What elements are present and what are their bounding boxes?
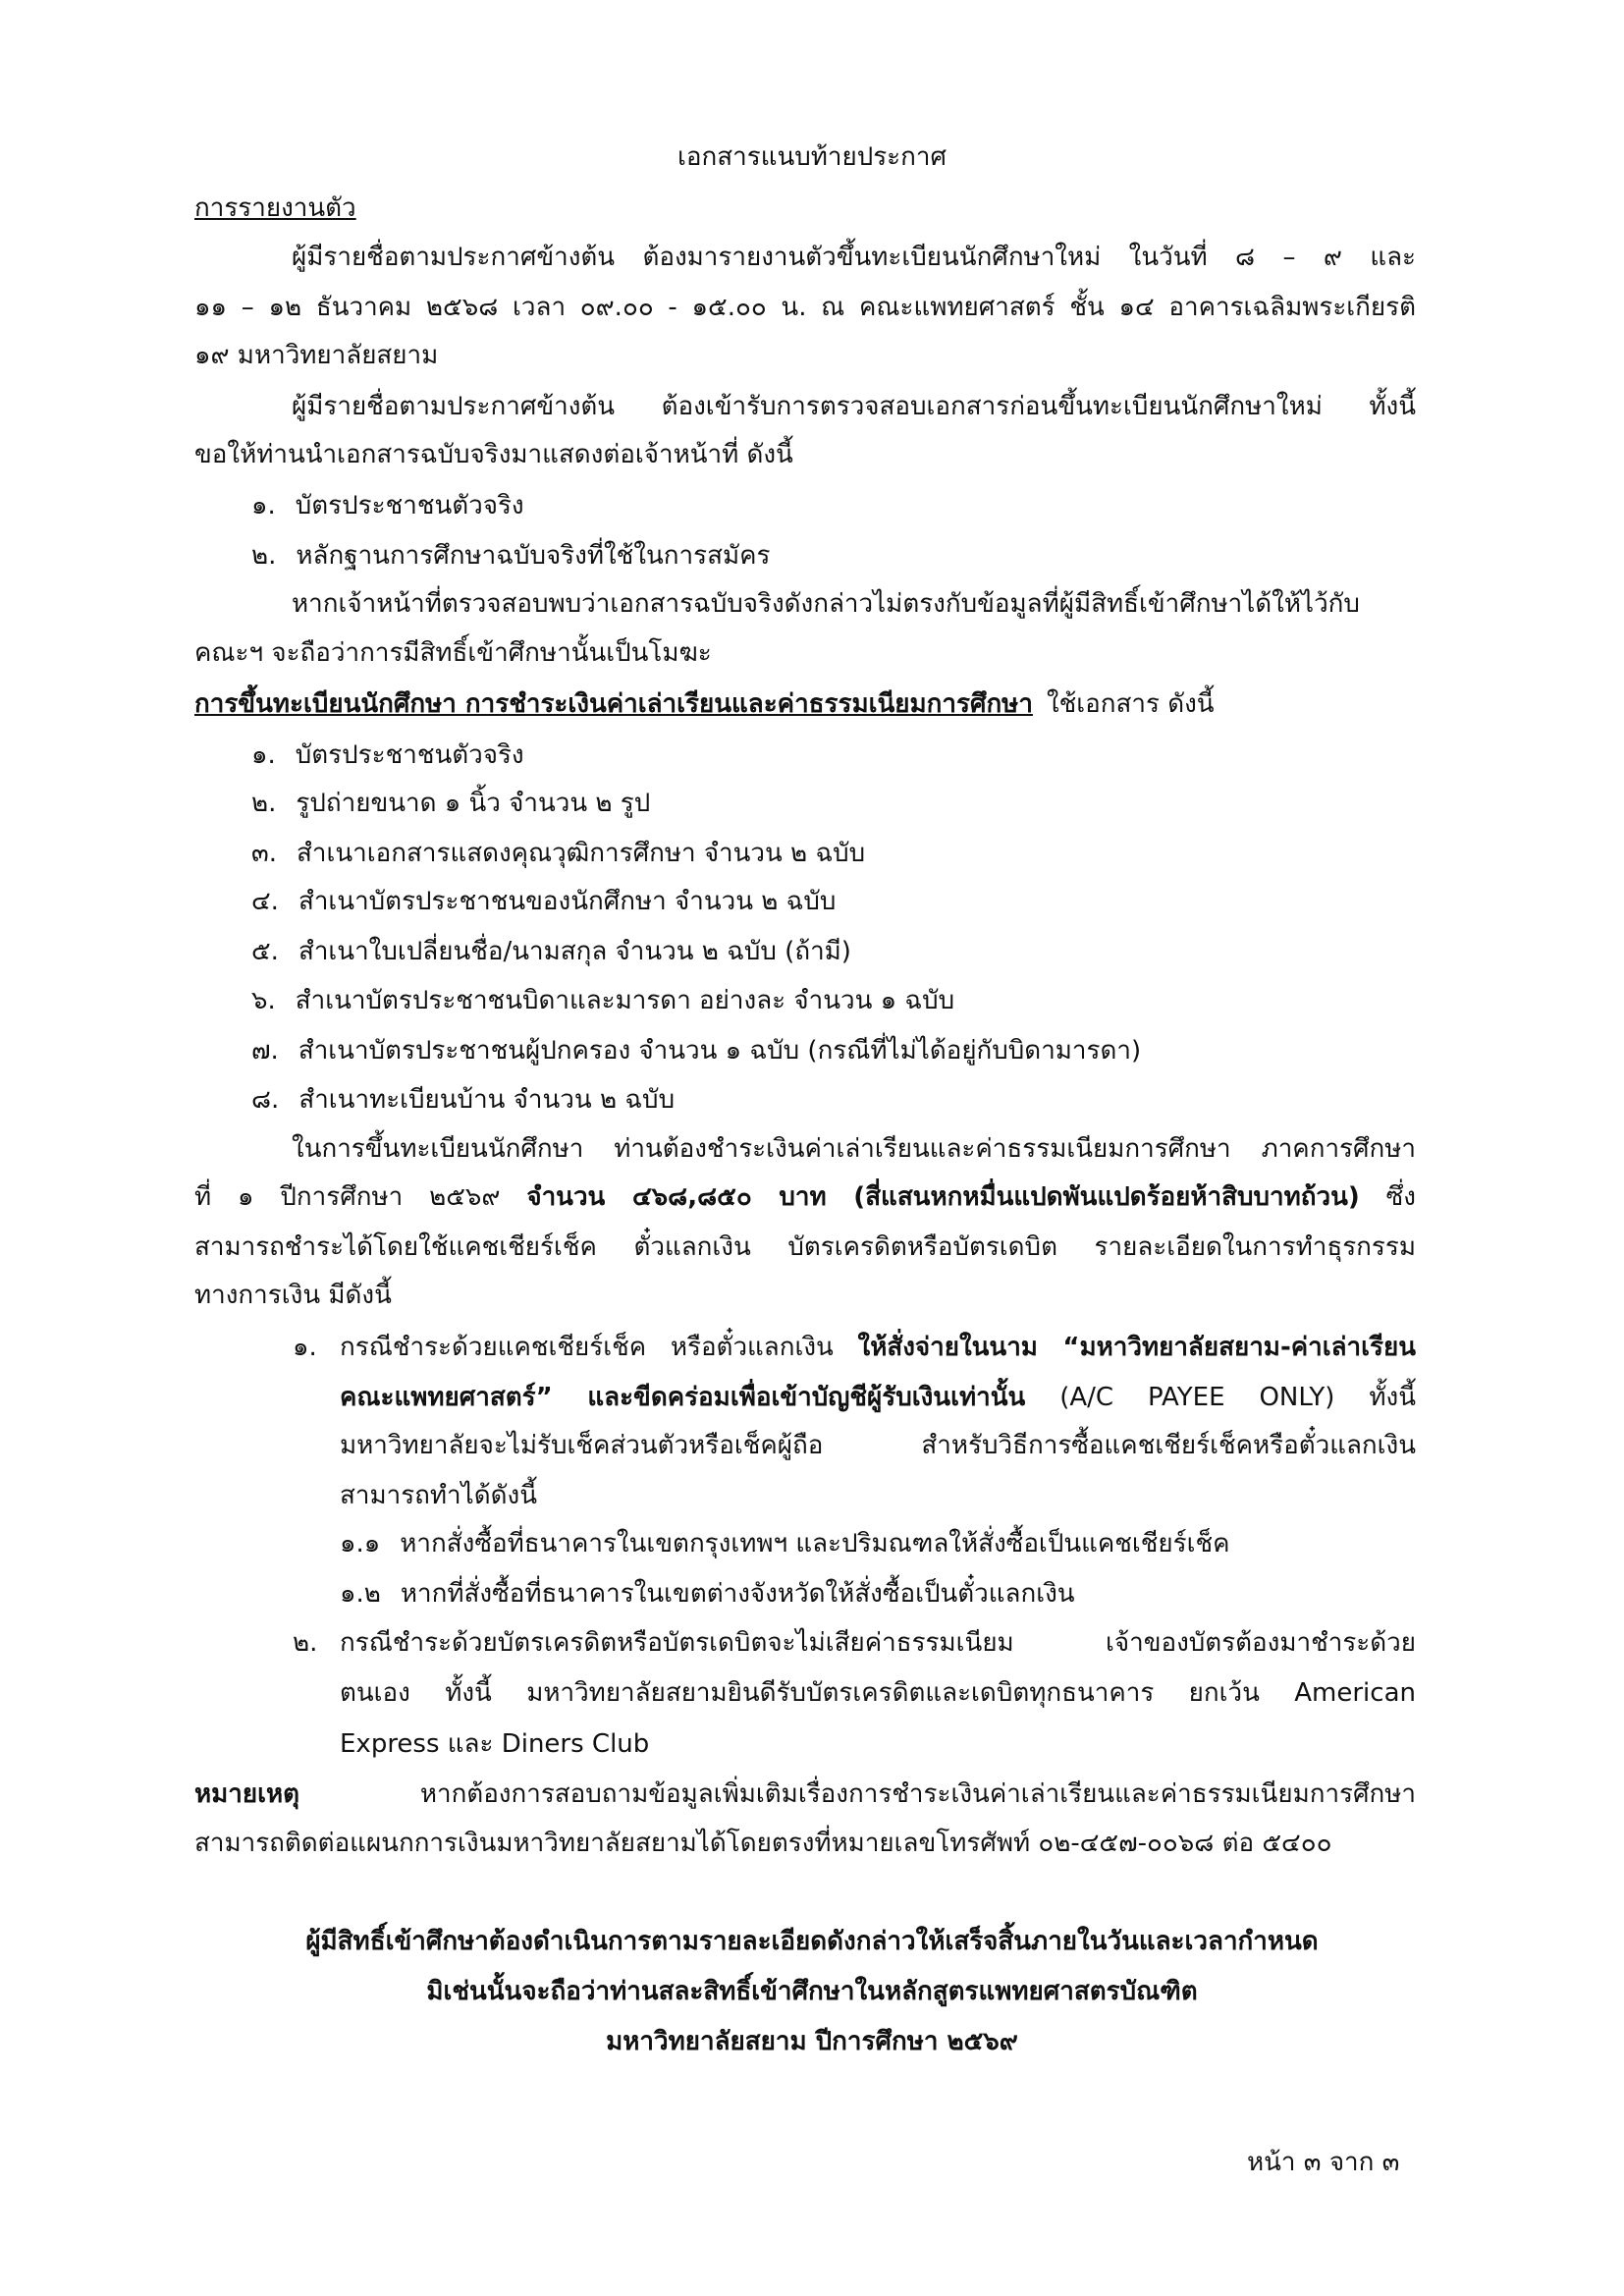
list-item-text: สำเนาบัตรประชาชนบิดาและมารดา อย่างละ จำนวน ๑ ฉบับ: [295, 986, 955, 1015]
paragraph-line: [194, 1177, 1416, 1217]
list-item: [251, 784, 650, 823]
list-item: [251, 882, 836, 921]
list-item: [251, 536, 770, 575]
list-item-text: ๘.: [251, 1085, 280, 1115]
paragraph-line: [194, 1228, 1416, 1267]
paragraph-line-text: ๑๙ มหาวิทยาลัยสยาม: [194, 341, 439, 370]
list-item-text: สำเนาบัตรประชาชนผู้ปกครอง จำนวน ๑ ฉบับ (กรณีที่ไม่ได้อยู่กับบิดามารดา): [298, 1036, 1142, 1066]
section-heading-text: การขึ้นทะเบียนนักศึกษา การชำระเงินค่าเล่าเรียนและค่าธรรมเนียมการศึกษา: [194, 689, 1033, 719]
closing-line: [0, 1972, 1624, 2011]
payment-method-line-text: มหาวิทยาลัยจะไม่รับเช็คส่วนตัวหรือเช็คผู้ถือ สำหรับวิธีการซื้อแคชเชียร์เช็คหรือตั๋วแลกเงิน: [340, 1431, 1416, 1460]
list-item: [251, 1031, 1141, 1070]
paragraph-line-text: ทางการเงิน มีดังนี้: [194, 1281, 392, 1310]
list-item: [251, 932, 851, 971]
section-heading: [194, 189, 356, 228]
payment-method-line: [340, 1476, 537, 1515]
list-item: [251, 736, 524, 775]
list-item-text: ๖.: [251, 986, 276, 1015]
paragraph-line: [194, 435, 793, 474]
page-number: [1247, 2143, 1399, 2182]
payment-method-line-text: กรณีชำระด้วยแคชเชียร์เช็ค หรือตั๋วแลกเงิน: [340, 1333, 858, 1362]
paragraph-line-text: ซึ่ง: [1359, 1182, 1416, 1212]
section-heading: [194, 684, 1215, 724]
paragraph-line-text: ขอให้ท่านนำเอกสารฉบับจริงมาแสดงต่อเจ้าหน้าที่ ดังนี้: [194, 440, 793, 469]
paragraph-line: [194, 288, 1416, 327]
paragraph-line: [194, 633, 712, 673]
list-item-text: สำเนาทะเบียนบ้าน จำนวน ๒ ฉบับ: [298, 1085, 676, 1115]
paragraph-line: [292, 1129, 1416, 1169]
payment-method-line-text: กรณีชำระด้วยบัตรเครดิตหรือบัตรเดบิตจะไม่เสียค่าธรรมเนียม เจ้าของบัตรต้องมาชำระด้วย: [340, 1628, 1416, 1658]
list-item-text: สำเนาบัตรประชาชนของนักศึกษา จำนวน ๒ ฉบับ: [298, 887, 837, 916]
list-item-text: ๑.: [251, 491, 276, 520]
sub-item-text: หากที่สั่งซื้อที่ธนาคารในเขตต่างจังหวัดให้สั่งซื้อเป็นตั๋วแลกเงิน: [400, 1579, 1075, 1609]
closing-line-text: ผู้มีสิทธิ์เข้าศึกษาต้องดำเนินการตามรายละเอียดดังกล่าวให้เสร็จสิ้นภายในวันและเวลากำหนด: [305, 1927, 1319, 1956]
payment-method-line-text: (A/C PAYEE ONLY) ทั้งนี้: [1025, 1383, 1416, 1412]
list-item-text: บัตรประชาชนตัวจริง: [295, 491, 524, 520]
paragraph-line: [292, 584, 1416, 624]
closing-line-text: มิเช่นนั้นจะถือว่าท่านสละสิทธิ์เข้าศึกษาในหลักสูตรแพทยศาสตรบัณฑิต: [426, 1977, 1198, 2006]
payment-method-line-text: Express และ Diners Club: [340, 1729, 650, 1759]
paragraph-line-text: ๑๑ – ๑๒ ธันวาคม ๒๕๖๘ เวลา ๐๙.๐๐ - ๑๕.๐๐ น. ณ คณะแพทยศาสตร์ ชั้น ๑๔ อาคารเฉลิมพระเกียรติ: [194, 293, 1416, 322]
section-heading-text: ใช้เอกสาร ดังนี้: [1046, 689, 1215, 719]
section-heading-text: การรายงานตัว: [194, 193, 356, 223]
payment-method-line: [340, 1378, 1416, 1417]
paragraph-line-text: ในการขึ้นทะเบียนนักศึกษา ท่านต้องชำระเงินค่าเล่าเรียนและค่าธรรมเนียมการศึกษา ภาคการศึกษา: [292, 1134, 1416, 1164]
list-item-text: รูปถ่ายขนาด ๑ นิ้ว จำนวน ๒ รูป: [296, 789, 651, 818]
payment-method-line-text: ตนเอง ทั้งนี้ มหาวิทยาลัยสยามยินดีรับบัตรเครดิตและเดบิตทุกธนาคาร ยกเว้น American: [340, 1678, 1416, 1708]
sub-item: [340, 1574, 1075, 1613]
closing-line-text: มหาวิทยาลัยสยาม ปีการศึกษา ๒๕๖๙: [606, 2027, 1018, 2056]
list-item-text: สำเนาเอกสารแสดงคุณวุฒิการศึกษา จำนวน ๒ ฉบับ: [297, 839, 866, 868]
paragraph-line: [292, 238, 1416, 277]
note-line-text: หมายเหตุ: [194, 1779, 300, 1809]
payment-method-number-text: ๑.: [293, 1333, 317, 1362]
list-item-text: บัตรประชาชนตัวจริง: [295, 740, 524, 770]
list-item-text: ๗.: [251, 1036, 279, 1066]
paragraph-line: [292, 387, 1416, 426]
page-number-text: หน้า ๓ จาก ๓: [1247, 2148, 1400, 2177]
note-line: [194, 1775, 1416, 1814]
list-item: [251, 981, 954, 1020]
sub-item: [340, 1524, 1230, 1563]
paragraph-line-text: ผู้มีรายชื่อตามประกาศข้างต้น ต้องมารายงานตัวขึ้นทะเบียนนักศึกษาใหม่ ในวันที่ ๘ – ๙ และ: [292, 243, 1416, 272]
payment-method-number: [293, 1328, 317, 1367]
payment-method-line-text: สามารถทำได้ดังนี้: [340, 1481, 537, 1510]
list-item-text: ๒.: [251, 789, 277, 818]
payment-method-line: [340, 1328, 1416, 1367]
payment-method-line-text: คณะแพทยศาสตร์” และขีดคร่อมเพื่อเข้าบัญชีผู้รับเงินเท่านั้น: [340, 1383, 1026, 1412]
sub-item-text: ๑.๒: [340, 1579, 381, 1609]
paragraph-line: [194, 1276, 392, 1315]
list-item-text: ๓.: [251, 839, 278, 868]
paragraph-line-text: คณะฯ จะถือว่าการมีสิทธิ์เข้าศึกษานั้นเป็นโมฆะ: [194, 638, 712, 668]
title-text: เอกสารแนบท้ายประกาศ: [677, 142, 947, 172]
list-item-text: สำเนาใบเปลี่ยนชื่อ/นามสกุล จำนวน ๒ ฉบับ (ถ้ามี): [298, 937, 851, 966]
paragraph-line-text: สามารถชำระได้โดยใช้แคชเชียร์เช็ค ตั๋วแลกเงิน บัตรเครดิตหรือบัตรเดบิต รายละเอียดในการทำธุรกรรม: [194, 1232, 1416, 1262]
title: [0, 137, 1624, 177]
paragraph-line-text: จำนวน ๔๖๘,๘๕๐ บาท (สี่แสนหกหมื่นแปดพันแปดร้อยห้าสิบบาทถ้วน): [526, 1182, 1360, 1212]
note-line: [194, 1824, 1331, 1863]
closing-line: [0, 2022, 1624, 2061]
list-item-text: ๒.: [251, 541, 277, 571]
list-item-text: ๕.: [251, 937, 279, 966]
paragraph-line: [194, 336, 438, 375]
payment-method-line: [340, 1426, 1416, 1465]
paragraph-line-text: หากเจ้าหน้าที่ตรวจสอบพบว่าเอกสารฉบับจริงดังกล่าวไม่ตรงกับข้อมูลที่ผู้มีสิทธิ์เข้าศึกษาได้ให้ไว้กับ: [292, 589, 1360, 619]
note-line-text: หากต้องการสอบถามข้อมูลเพิ่มเติมเรื่องการชำระเงินค่าเล่าเรียนและค่าธรรมเนียมการศึกษา: [299, 1779, 1416, 1809]
list-item-text: ๔.: [251, 887, 279, 916]
paragraph-line-text: ผู้มีรายชื่อตามประกาศข้างต้น ต้องเข้ารับการตรวจสอบเอกสารก่อนขึ้นทะเบียนนักศึกษาใหม่ ทั้งนี้: [292, 392, 1416, 421]
payment-method-number: [293, 1623, 317, 1663]
closing-line: [0, 1922, 1624, 1961]
list-item-text: ๑.: [251, 740, 276, 770]
sub-item-text: หากสั่งซื้อที่ธนาคารในเขตกรุงเทพฯ และปริมณฑลให้สั่งซื้อเป็นแคชเชียร์เช็ค: [400, 1529, 1230, 1558]
payment-method-number-text: ๒.: [293, 1628, 318, 1658]
paragraph-line-text: ที่ ๑ ปีการศึกษา ๒๕๖๙: [194, 1182, 527, 1212]
list-item-text: หลักฐานการศึกษาฉบับจริงที่ใช้ในการสมัคร: [296, 541, 771, 571]
list-item: [251, 834, 865, 873]
payment-method-line: [340, 1724, 649, 1764]
list-item: [251, 1080, 675, 1120]
sub-item-text: ๑.๑: [340, 1529, 381, 1558]
list-item: [251, 486, 524, 525]
payment-method-line-text: ให้สั่งจ่ายในนาม “มหาวิทยาลัยสยาม-ค่าเล่าเรียน: [857, 1333, 1416, 1362]
note-line-text: สามารถติดต่อแผนกการเงินมหาวิทยาลัยสยามได้โดยตรงที่หมายเลขโทรศัพท์ ๐๒-๔๕๗-๐๐๖๘ ต่อ ๕๔๐๐: [194, 1829, 1332, 1858]
payment-method-line: [340, 1623, 1416, 1663]
payment-method-line: [340, 1673, 1416, 1713]
